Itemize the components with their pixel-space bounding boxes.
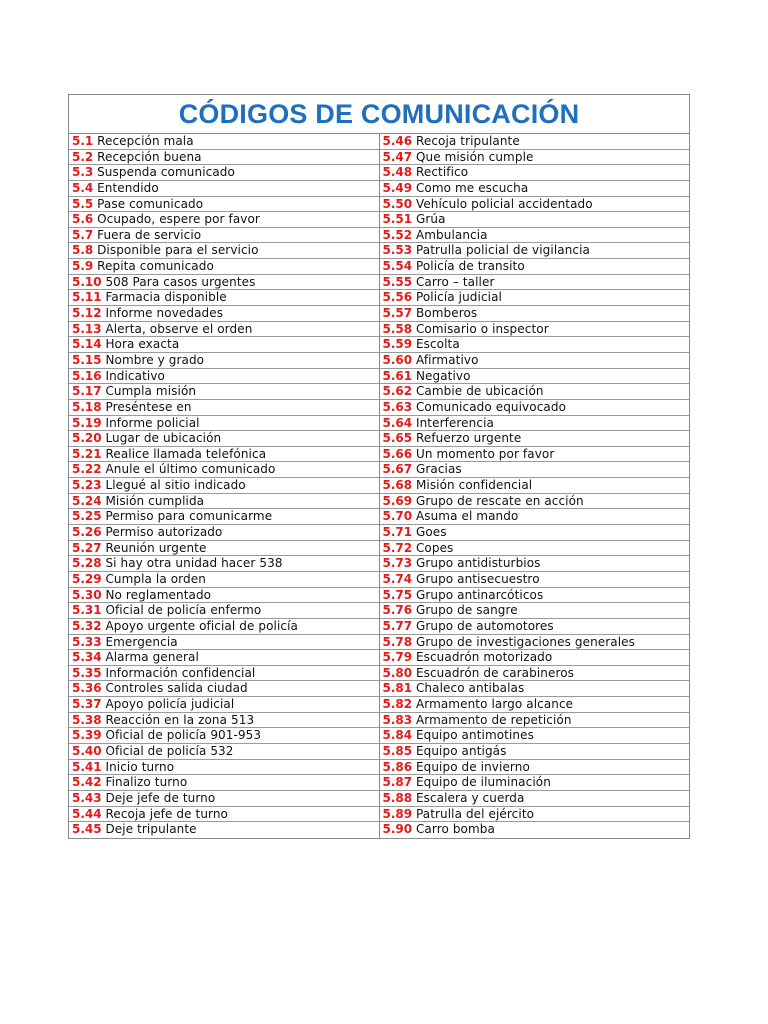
table-row [69,588,379,604]
table-row [69,431,379,447]
table-row [380,322,690,338]
code-number: 5.43 [72,790,102,805]
code-description: Si hay otra unidad hacer 538 [105,556,283,571]
table-row [69,681,379,697]
code-description: Como me escucha [415,180,529,195]
table-row [69,478,379,494]
code-description: Refuerzo urgente [415,431,522,446]
code-description: Asuma el mando [415,509,519,524]
table-row [69,322,379,338]
table-row [69,635,379,651]
table-row [380,165,690,181]
code-description: Recepción buena [97,149,202,164]
code-description: Oficial de policía 901-953 [105,728,262,743]
code-description: Copes [415,540,454,555]
code-number: 5.25 [72,509,102,524]
code-description: Chaleco antibalas [415,681,525,696]
code-number: 5.58 [382,321,413,336]
code-number: 5.47 [382,149,413,164]
code-number: 5.71 [382,525,413,540]
code-number: 5.67 [382,462,413,477]
code-description: Que misión cumple [415,149,534,164]
code-description: Entendido [97,180,159,195]
code-description: Equipo de invierno [415,759,530,774]
code-number: 5.87 [382,775,413,790]
code-number: 5.2 [72,149,94,164]
right-column [380,134,690,838]
table-row [380,462,690,478]
table-row [380,525,690,541]
code-number: 5.11 [72,290,102,305]
left-column [69,134,380,838]
table-row [380,666,690,682]
table-row [380,572,690,588]
table-row [69,212,379,228]
code-description: Armamento de repetición [415,712,572,727]
code-description: Negativo [415,368,471,383]
table-row [69,603,379,619]
code-description: Oficial de policía enfermo [105,603,262,618]
table-row [380,400,690,416]
code-number: 5.81 [382,681,413,696]
code-number: 5.75 [382,587,413,602]
code-description: Emergencia [105,634,178,649]
code-description: Equipo antimotines [415,728,534,743]
table-row [69,666,379,682]
code-description: Deje tripulante [105,822,197,837]
table-row [69,556,379,572]
columns [69,134,689,838]
code-description: Anule el último comunicado [105,462,276,477]
code-number: 5.63 [382,399,413,414]
code-description: Reunión urgente [105,540,207,555]
code-number: 5.48 [382,165,413,180]
code-description: Disponible para el servicio [97,243,259,258]
code-number: 5.69 [382,493,413,508]
table-row [380,134,690,150]
table-row [69,416,379,432]
code-description: Ambulancia [415,227,488,242]
code-description: Grupo de automotores [415,618,554,633]
code-number: 5.51 [382,212,413,227]
code-description: Deje jefe de turno [105,790,216,805]
code-number: 5.32 [72,618,102,633]
table-row [69,228,379,244]
table-row [69,353,379,369]
code-description: Suspenda comunicado [97,165,235,180]
code-number: 5.50 [382,196,413,211]
table-row [380,353,690,369]
code-description: Permiso para comunicarme [105,509,273,524]
code-number: 5.36 [72,681,102,696]
table-row [69,243,379,259]
code-description: Escuadrón motorizado [415,650,553,665]
code-number: 5.70 [382,509,413,524]
code-number: 5.45 [72,822,102,837]
table-row [380,494,690,510]
table-row [380,478,690,494]
table-row [69,165,379,181]
table-row [380,807,690,823]
code-number: 5.13 [72,321,102,336]
table-row [380,744,690,760]
code-description: Gracias [415,462,462,477]
code-number: 5.89 [382,806,413,821]
code-description: Reacción en la zona 513 [105,712,255,727]
code-description: Carro bomba [415,822,495,837]
code-number: 5.26 [72,525,102,540]
table-row [69,259,379,275]
code-description: Escolta [415,337,460,352]
code-number: 5.27 [72,540,102,555]
table-row [69,728,379,744]
code-description: Interferencia [415,415,494,430]
code-description: 508 Para casos urgentes [105,274,256,289]
code-description: Comunicado equivocado [415,399,567,414]
code-description: Alerta, observe el orden [105,321,253,336]
table-row [69,400,379,416]
table-row [380,369,690,385]
code-number: 5.77 [382,618,413,633]
code-number: 5.28 [72,556,102,571]
table-row [380,728,690,744]
table-row [380,619,690,635]
table-row [69,306,379,322]
table-row [69,447,379,463]
code-description: Finalizo turno [105,775,188,790]
code-number: 5.1 [72,134,94,148]
code-description: Apoyo policía judicial [105,697,235,712]
code-number: 5.84 [382,728,413,743]
code-description: Información confidencial [105,665,256,680]
table-row [69,619,379,635]
table-row [69,807,379,823]
code-number: 5.3 [72,165,94,180]
table-row [69,337,379,353]
table-row [69,197,379,213]
code-number: 5.12 [72,306,102,321]
table-row [380,556,690,572]
code-number: 5.17 [72,384,102,399]
code-description: Repita comunicado [97,259,214,274]
table-row [380,150,690,166]
table-row [380,541,690,557]
code-number: 5.44 [72,806,102,821]
table-row [380,290,690,306]
code-description: Comisario o inspector [415,321,549,336]
code-description: Cumpla misión [105,384,197,399]
code-number: 5.16 [72,368,102,383]
code-description: Rectifico [415,165,469,180]
table-row [380,681,690,697]
code-number: 5.24 [72,493,102,508]
code-number: 5.23 [72,478,102,493]
code-description: Cumpla la orden [105,571,206,586]
table-row [69,697,379,713]
code-description: Un momento por favor [415,446,555,461]
table-row [380,384,690,400]
table-row [380,635,690,651]
code-number: 5.7 [72,227,94,242]
code-description: Informe novedades [105,306,224,321]
code-number: 5.85 [382,743,413,758]
code-number: 5.73 [382,556,413,571]
code-description: Grupo de rescate en acción [415,493,584,508]
code-description: Apoyo urgente oficial de policía [105,618,298,633]
code-number: 5.76 [382,603,413,618]
table-row [69,760,379,776]
code-number: 5.78 [382,634,413,649]
code-number: 5.30 [72,587,102,602]
code-number: 5.56 [382,290,413,305]
code-number: 5.31 [72,603,102,618]
code-description: Pase comunicado [97,196,204,211]
code-number: 5.4 [72,180,94,195]
table-row [69,525,379,541]
code-number: 5.34 [72,650,102,665]
code-description: Realice llamada telefónica [105,446,267,461]
code-description: Indicativo [105,368,165,383]
table-row [69,181,379,197]
code-description: Afirmativo [415,352,479,367]
code-description: Grupo de investigaciones generales [415,634,636,649]
table-row [69,134,379,150]
table-row [380,243,690,259]
code-description: Inicio turno [105,759,175,774]
code-description: Preséntese en [105,399,192,414]
table-row [380,588,690,604]
codes-table [68,94,690,839]
code-description: Grupo antidisturbios [415,556,541,571]
code-number: 5.55 [382,274,413,289]
code-number: 5.68 [382,478,413,493]
code-number: 5.33 [72,634,102,649]
table-row [380,697,690,713]
code-number: 5.37 [72,697,102,712]
code-description: Nombre y grado [105,352,205,367]
code-number: 5.39 [72,728,102,743]
code-number: 5.35 [72,665,102,680]
code-number: 5.53 [382,243,413,258]
code-number: 5.61 [382,368,413,383]
table-row [69,509,379,525]
table-row [69,275,379,291]
code-number: 5.14 [72,337,102,352]
code-description: Recoja jefe de turno [105,806,228,821]
code-number: 5.49 [382,180,413,195]
table-row [69,541,379,557]
code-number: 5.72 [382,540,413,555]
table-row [69,791,379,807]
table-row [380,197,690,213]
code-description: Misión confidencial [415,478,533,493]
code-description: Recoja tripulante [415,134,520,148]
code-description: Alarma general [105,650,199,665]
table-row [380,416,690,432]
table-row [69,384,379,400]
table-row [69,369,379,385]
code-number: 5.29 [72,571,102,586]
code-description: Fuera de servicio [97,227,202,242]
code-number: 5.10 [72,274,102,289]
code-description: Ocupado, espere por favor [97,212,260,227]
table-row [380,431,690,447]
page-title: CÓDIGOS DE COMUNICACIÓN [69,95,689,134]
code-number: 5.42 [72,775,102,790]
code-number: 5.18 [72,399,102,414]
code-description: Equipo antigás [415,743,507,758]
code-description: Misión cumplida [105,493,205,508]
code-number: 5.21 [72,446,102,461]
code-number: 5.82 [382,697,413,712]
table-row [380,603,690,619]
code-description: Grupo antisecuestro [415,571,540,586]
code-number: 5.41 [72,759,102,774]
code-description: Oficial de policía 532 [105,743,234,758]
code-description: Policía judicial [415,290,502,305]
code-description: Carro – taller [415,274,495,289]
table-row [380,509,690,525]
code-number: 5.9 [72,259,94,274]
code-description: Grupo antinarcóticos [415,587,544,602]
code-number: 5.15 [72,352,102,367]
table-row [380,713,690,729]
code-description: Controles salida ciudad [105,681,248,696]
code-description: Patrulla policial de vigilancia [415,243,591,258]
code-description: Policía de transito [415,259,525,274]
table-row [380,275,690,291]
code-number: 5.80 [382,665,413,680]
code-number: 5.62 [382,384,413,399]
code-number: 5.83 [382,712,413,727]
code-number: 5.59 [382,337,413,352]
table-row [69,150,379,166]
table-row [380,306,690,322]
code-number: 5.90 [382,822,413,837]
code-description: Armamento largo alcance [415,697,574,712]
code-description: Goes [415,525,447,540]
code-description: Escalera y cuerda [415,790,525,805]
table-row [380,791,690,807]
code-number: 5.54 [382,259,413,274]
table-row [69,290,379,306]
code-description: Lugar de ubicación [105,431,222,446]
table-row [69,650,379,666]
code-description: Escuadrón de carabineros [415,665,575,680]
code-description: Patrulla del ejército [415,806,535,821]
table-row [69,494,379,510]
code-number: 5.40 [72,743,102,758]
code-number: 5.65 [382,431,413,446]
code-description: Recepción mala [97,134,194,148]
code-description: Grúa [415,212,446,227]
table-row [380,822,690,838]
code-number: 5.66 [382,446,413,461]
table-row [69,713,379,729]
code-number: 5.20 [72,431,102,446]
code-number: 5.52 [382,227,413,242]
code-number: 5.5 [72,196,94,211]
code-number: 5.6 [72,212,94,227]
code-description: Informe policial [105,415,200,430]
table-row [380,337,690,353]
code-number: 5.79 [382,650,413,665]
code-number: 5.38 [72,712,102,727]
code-number: 5.46 [382,134,413,148]
code-description: Cambie de ubicación [415,384,544,399]
table-row [380,650,690,666]
code-number: 5.64 [382,415,413,430]
code-description: Llegué al sitio indicado [105,478,246,493]
table-row [69,822,379,838]
code-description: Grupo de sangre [415,603,518,618]
table-row [380,760,690,776]
table-row [380,181,690,197]
table-row [380,212,690,228]
table-row [380,259,690,275]
code-description: No reglamentado [105,587,212,602]
table-row [69,462,379,478]
code-description: Permiso autorizado [105,525,223,540]
code-description: Bomberos [415,306,478,321]
table-row [69,572,379,588]
code-number: 5.88 [382,790,413,805]
table-row [380,447,690,463]
table-row [380,775,690,791]
table-row [69,744,379,760]
code-number: 5.22 [72,462,102,477]
code-number: 5.8 [72,243,94,258]
code-number: 5.74 [382,571,413,586]
code-number: 5.19 [72,415,102,430]
code-number: 5.86 [382,759,413,774]
code-description: Vehículo policial accidentado [415,196,593,211]
code-number: 5.60 [382,352,413,367]
table-row [380,228,690,244]
table-row [69,775,379,791]
code-description: Equipo de iluminación [415,775,551,790]
code-description: Farmacia disponible [105,290,227,305]
code-number: 5.57 [382,306,413,321]
code-description: Hora exacta [105,337,180,352]
